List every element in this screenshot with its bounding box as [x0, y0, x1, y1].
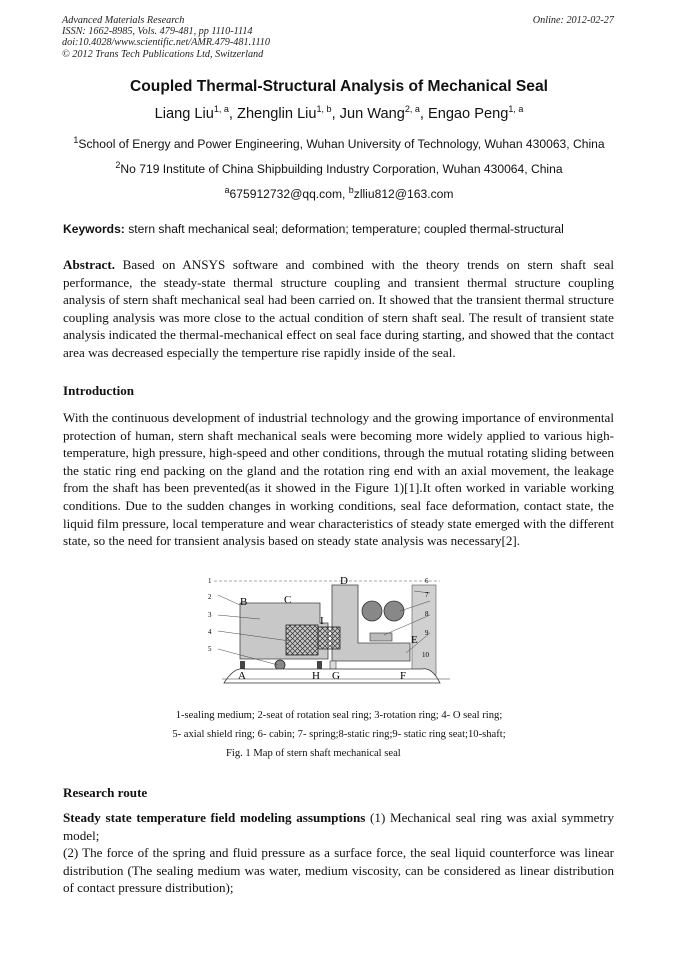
author-sep: ,: [419, 105, 428, 122]
fig-letter-b: B: [240, 596, 248, 608]
author-sup: 1, a: [508, 104, 524, 114]
shield-ring: [317, 661, 322, 669]
research-subheading: Steady state temperature field modeling assumptions: [63, 810, 366, 825]
affiliation-2: [0, 160, 678, 176]
leader-line: [218, 595, 240, 605]
author-sup: 2, a: [404, 104, 420, 114]
fig-number-8: 8: [425, 610, 429, 618]
fig-letter-c: C: [284, 594, 292, 606]
affiliation-2-sup: 2: [115, 160, 121, 170]
journal-name: Advanced Materials Research: [62, 15, 185, 26]
keywords-text: stern shaft mechanical seal; deformation; temperature; coupled thermal-structural: [124, 222, 564, 236]
abstract-label: Abstract.: [63, 257, 115, 272]
author-sup: 1, b: [316, 104, 332, 114]
fig-number-1: 1: [208, 577, 212, 585]
fig-letter-a: A: [238, 670, 246, 682]
copyright-line: © 2012 Trans Tech Publications Ltd, Switzerland: [62, 48, 264, 60]
author-name: Zhenglin Liu: [237, 105, 317, 122]
affiliation-1: [0, 135, 678, 151]
affiliation-1-sup: 1: [73, 135, 79, 145]
static-ring: [318, 627, 340, 649]
issn-line: ISSN: 1662-8985, Vols. 479-481, pp 1110-1114: [62, 26, 253, 38]
shield-ring: [240, 661, 245, 669]
fig-number-3: 3: [208, 611, 212, 619]
o-ring: [275, 660, 285, 670]
author-list: [0, 104, 678, 122]
figure-caption-line-1: 1-sealing medium; 2-seat of rotation seal ring; 3-rotation ring; 4- O seal ring;: [175, 710, 503, 721]
affiliation-2-text: No 719 Institute of China Shipbuilding Industry Corporation, Wuhan 430064, China: [120, 162, 563, 177]
fig-number-10: 10: [422, 651, 429, 659]
introduction-heading: Introduction: [63, 383, 135, 398]
fig-number-6: 6: [425, 577, 429, 585]
abstract: [63, 256, 614, 362]
research-paragraph-1: [63, 809, 614, 844]
author-sep: ,: [228, 105, 238, 122]
fig-letter-e: E: [411, 634, 418, 646]
fig-number-4: 4: [208, 628, 212, 636]
fig-number-9: 9: [425, 629, 429, 637]
email-a-sup: a: [224, 185, 230, 195]
author-sup: 1, a: [213, 104, 229, 114]
rotation-ring: [286, 625, 318, 655]
static-ring-seat: [332, 585, 410, 661]
seal-diagram: [200, 571, 450, 701]
spring-circle: [384, 601, 404, 621]
affiliation-1-text: School of Energy and Power Engineering, Wuhan University of Technology, Wuhan 430063, China: [78, 137, 605, 152]
research-p2: (2) The force of the spring and fluid pressure as a surface force, the seal liquid counterforce was linear distribution (The sealing medium was water, medium viscosity, can be considered as linear distribution of contact pressure distribution);: [63, 845, 614, 896]
author-sep: ,: [331, 105, 340, 122]
keywords-label: Keywords:: [63, 222, 125, 236]
email-b[interactable]: zlliu812@163.com: [353, 187, 454, 202]
fig-letter-g: G: [332, 670, 340, 682]
author-name: Jun Wang: [339, 105, 405, 122]
figure-caption-title: Fig. 1 Map of stern shaft mechanical seal: [226, 748, 401, 759]
fig-number-5: 5: [208, 645, 212, 653]
cabin-shape: [412, 585, 436, 675]
paper-title: Coupled Thermal-Structural Analysis of Mechanical Seal: [130, 78, 548, 95]
research-route-heading: Research route: [63, 785, 148, 800]
research-route-text: [63, 809, 614, 897]
spring-circle: [362, 601, 382, 621]
doi-line: doi:10.4028/www.scientific.net/AMR.479-481.1110: [62, 37, 270, 49]
fig-letter-d: D: [340, 575, 348, 587]
author-name: Engao Peng: [427, 105, 509, 122]
fig-number-2: 2: [208, 593, 212, 601]
keywords: [63, 222, 618, 236]
fig-letter-h: H: [312, 670, 320, 682]
fig-letter-f: F: [400, 670, 407, 682]
email-b-sup: b: [348, 185, 354, 195]
email-a[interactable]: 675912732@qq.com,: [229, 187, 349, 202]
abstract-text: Based on ANSYS software and combined with the theory trends on stern shaft seal performance, the steady-state thermal structure coupling and transient thermal structure coupling analysis of stern shaft mechanical seal had been carried on. It showed that the transient thermal structure coupling analysis was more close to the actual condition of stern shaft seal. The result of transient state analysis indicated the thermal-mechanical effect on seal face during starting, and showed that the contact area was decreased especially the temperture rise rapidly inside of the seal.: [63, 257, 614, 360]
gap-block: [330, 661, 336, 669]
seal-figure: [200, 571, 450, 701]
fig-number-7: 7: [425, 591, 429, 599]
email-line: [0, 185, 678, 201]
introduction-text: With the continuous development of industrial technology and the growing importance of environmental protection of human, stern shaft mechanical seals were becoming more widely applied to various high-temperature, high pressure, high-speed and other conditions, through the mutual rotating sliding between the static ring end packing on the gland and the rotation ring end with an axial movement, the leakage from the shaft has been prevented(as it showed in the Figure 1)[1].It often worked in variable working conditions. Due to the sudden changes in working conditions, seal face deformation, contact state, the liquid film pressure, local temperature and wear characteristics of steady state emerged with the different state, so the need for transient analysis based on steady state analysis was necessary[2].: [63, 410, 614, 549]
author-name: Liang Liu: [154, 105, 214, 122]
figure-caption-line-2: 5- axial shield ring; 6- cabin; 7- spring;8-static ring;9- static ring seat;10-shaft;: [172, 729, 506, 740]
online-date: Online: 2012-02-27: [532, 15, 614, 26]
fig-letter-i: I: [320, 615, 324, 627]
static-ring-part: [370, 633, 392, 641]
research-p1: (1) Mechanical seal ring was axial symmetry model;: [63, 810, 614, 843]
journal-header: [62, 15, 270, 60]
